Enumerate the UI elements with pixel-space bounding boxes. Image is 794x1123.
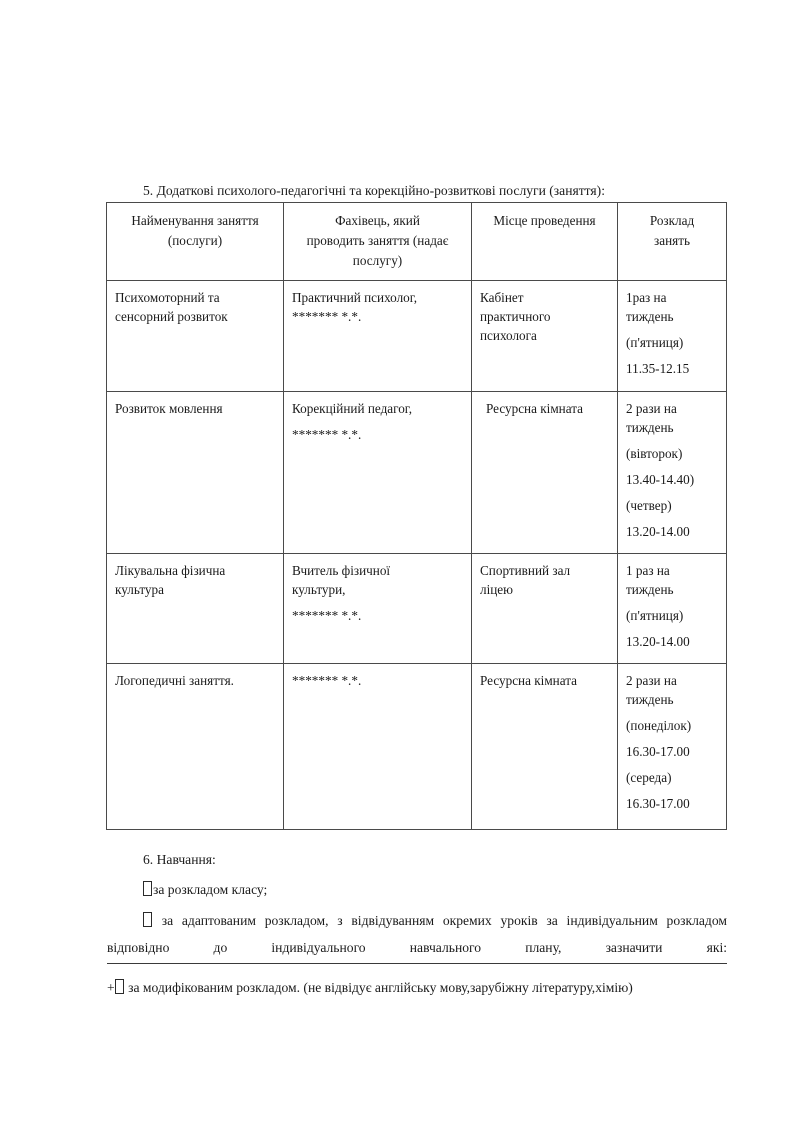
cell-schedule	[618, 554, 727, 664]
fill-in-rule	[107, 963, 727, 964]
table-row	[107, 281, 727, 392]
table-row	[107, 664, 727, 830]
table-row	[107, 392, 727, 554]
header-line: занять	[654, 233, 690, 248]
cell-line: тиждень	[626, 692, 674, 707]
cell-line: Кабінет	[480, 290, 524, 305]
cell-schedule	[618, 664, 727, 830]
cell-line: тиждень	[626, 420, 674, 435]
cell-line: Лікувальна фізична	[115, 563, 226, 578]
cell-line: Вчитель фізичної	[292, 563, 391, 578]
cell-line: (четвер)	[626, 498, 672, 513]
section-6-option-3-label: за модифікованим розкладом. (не відвідує англійську мову,зарубіжну літературу,хімію)	[128, 980, 633, 995]
section-5-title: 5. Додаткові психолого-педагогічні та корекційно-розвиткові послуги (заняття):	[143, 183, 605, 198]
section-6-option-2-label: за адаптованим розкладом, з відвідуванням окремих уроків за індивідуальним розкладом відповідно до індивідуального навчального плану, зазначити які:	[107, 913, 727, 955]
cell-line: ліцею	[480, 582, 514, 597]
cell-line: 13.20-14.00	[626, 634, 690, 649]
cell-line: (вівторок)	[626, 446, 683, 461]
header-line: послугу)	[352, 253, 403, 268]
cell-line: Ресурсна кімната	[480, 673, 578, 688]
cell-line: Розвиток мовлення	[115, 401, 223, 416]
cell-line: сенсорний розвиток	[115, 309, 228, 324]
cell-line: 13.20-14.00	[626, 524, 690, 539]
table-header-row	[107, 203, 727, 281]
cell-specialist	[284, 281, 472, 392]
cell-line-redacted: ******* *.*.	[292, 673, 362, 688]
header-line: Найменування заняття	[131, 213, 259, 228]
checkbox-glyph-icon	[143, 881, 152, 896]
cell-line: 1 раз на	[626, 563, 670, 578]
cell-line: (п'ятниця)	[626, 608, 684, 623]
header-line: Місце проведення	[493, 213, 596, 228]
column-header-specialist	[284, 203, 472, 281]
services-table	[106, 202, 727, 830]
column-header-place	[472, 203, 618, 281]
cell-line: Ресурсна кімната	[486, 401, 584, 416]
cell-line: (середа)	[626, 770, 672, 785]
cell-line-redacted: ******* *.*.	[292, 608, 362, 623]
header-line: проводить заняття (надає	[306, 233, 449, 248]
cell-line: Корекційний педагог,	[292, 401, 413, 416]
cell-specialist	[284, 392, 472, 554]
cell-service	[107, 392, 284, 554]
cell-line: 1раз на	[626, 290, 667, 305]
cell-service	[107, 664, 284, 830]
cell-line: Спортивний зал	[480, 563, 571, 578]
cell-line: (п'ятниця)	[626, 335, 684, 350]
table-body	[107, 281, 727, 830]
cell-line: (понеділок)	[626, 718, 692, 733]
cell-line: Логопедичні заняття.	[115, 673, 234, 688]
section-6-option-1	[107, 875, 727, 905]
cell-line: культури,	[292, 582, 346, 597]
cell-place	[472, 554, 618, 664]
section-6-option-2	[107, 907, 727, 961]
section-6-title: 6. Навчання:	[143, 852, 216, 867]
cell-line: тиждень	[626, 309, 674, 324]
cell-line: Психомоторний та	[115, 290, 220, 305]
cell-schedule	[618, 392, 727, 554]
cell-place	[472, 392, 618, 554]
cell-line: практичного	[480, 309, 551, 324]
cell-service	[107, 281, 284, 392]
section-6	[107, 845, 727, 961]
cell-line: культура	[115, 582, 164, 597]
cell-schedule	[618, 281, 727, 392]
header-line: Фахівець, який	[335, 213, 420, 228]
cell-line: 11.35-12.15	[626, 361, 690, 376]
cell-line-redacted: ******* *.*.	[292, 309, 362, 324]
header-line: (послуги)	[167, 233, 223, 248]
cell-place	[472, 281, 618, 392]
table-row	[107, 554, 727, 664]
cell-line: 16.30-17.00	[626, 796, 690, 811]
cell-line: 13.40-14.40)	[626, 472, 695, 487]
cell-line-redacted: ******* *.*.	[292, 427, 362, 442]
cell-line: психолога	[480, 328, 537, 343]
cell-service	[107, 554, 284, 664]
section-6-option-1-label: за розкладом класу;	[153, 882, 268, 897]
section-6-option-3	[107, 974, 727, 1001]
cell-place	[472, 664, 618, 830]
table-header	[107, 203, 727, 281]
checkbox-glyph-icon	[115, 979, 124, 994]
cell-specialist	[284, 554, 472, 664]
checkbox-glyph-icon	[143, 912, 152, 927]
cell-line: 2 рази на	[626, 673, 677, 688]
column-header-service	[107, 203, 284, 281]
cell-specialist	[284, 664, 472, 830]
cell-line: 2 рази на	[626, 401, 677, 416]
section-6-option-3-prefix: +	[107, 980, 115, 995]
cell-line: 16.30-17.00	[626, 744, 690, 759]
cell-line: тиждень	[626, 582, 674, 597]
column-header-schedule	[618, 203, 727, 281]
cell-line: Практичний психолог,	[292, 290, 417, 305]
header-line: Розклад	[649, 213, 695, 228]
